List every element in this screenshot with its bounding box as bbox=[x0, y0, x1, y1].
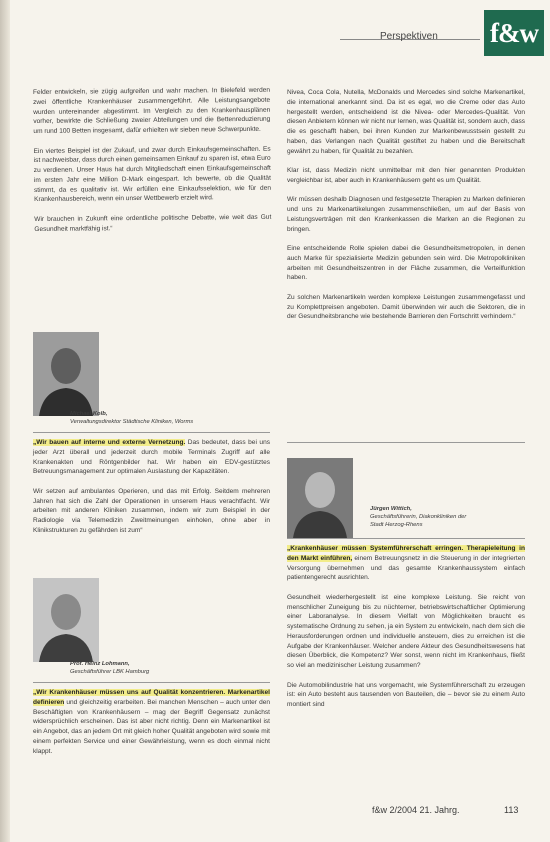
paragraph: Eine entscheidende Rolle spielen dabei die Gesundheitsmetropolen, in denen auch Marke für spezialisierte Medizin gebunden sein wird. Die Metropolkliniken arbeiten mit Gesundheitszentren in der Fläche zusammen, die Verteilfunktion haben. bbox=[287, 245, 525, 282]
portrait-photo-wittich bbox=[287, 458, 353, 538]
page-number: 113 bbox=[504, 805, 519, 815]
paragraph: Das bedeutet, dass bei uns jeder Arzt überall und jederzeit durch mobile Terminals Zugriff auf alle Krankenakten und Röntgenbilder hat. Wir haben ein EDV-gestütztes Betreuungsmanagement zur optimalen Auslastung der Kapazitäten. bbox=[33, 439, 270, 476]
person-role: Verwaltungsdirektor Städtische Kliniken, Worms bbox=[70, 419, 194, 425]
caption-lohmann bbox=[70, 660, 270, 676]
person-name: Prof. Heinz Lohmann, bbox=[70, 661, 130, 667]
paragraph: Gesundheit wiederhergestellt ist eine komplexe Leistung. Sie reicht von menschlicher Zuneigung bis zu nüchterner, betriebswirtschaftlicher Optimierung einer Laboranalyse. In diesem Vielfalt von Möglichkeiten braucht es systematische Ordnung zu sehen, ja ein System zu entwickeln, nach dem sich die Herausforderungen ordnen und individuelle ansteuern, dies zu erreichen ist die Aufgabe der Krankenhäuser. Welcher andere Akteur des Gesundheitswesens hat diesen Überblick, die Kompetenz? Wer sonst, wenn nicht im Krankenhaus, fließt so viel an medizinischer Leistung zusammen? bbox=[287, 593, 525, 669]
paragraph: Zu solchen Markenartikeln werden komplexe Leistungen zusammengefasst und zu Komplettpreisen angeboten. Damit überwinden wir auch die Sektoren, die in der Gesundheitsbranche wie bestehende Barrieren den Fortschritt verhindern.“ bbox=[287, 293, 525, 321]
quote-block-kolb bbox=[33, 438, 270, 545]
quote-block-lohmann bbox=[33, 688, 270, 766]
paragraph: Wir setzen auf ambulantes Operieren, und das mit Erfolg. Seitdem mehreren Jahren hat sich die Zahl der Operationen in unserem Haus verachtfacht. Wir arbeiten mit anderen Kliniken zusammen, indem wir zum Beispiel in der Radiologie via Telemedizin Zweitmeinungen einholen, ohne aber in Klinikstrukturen zu gefährden ist zum“ bbox=[33, 487, 270, 534]
column-right bbox=[287, 88, 525, 332]
person-name: Jürgen Wittich, bbox=[370, 506, 412, 512]
column-left bbox=[33, 86, 271, 244]
issue-footer: f&w 2/2004 21. Jahrg. bbox=[372, 805, 460, 815]
person-name: Michael Kolb, bbox=[70, 411, 108, 417]
paragraph: Die Automobilindustrie hat uns vorgemacht, wie Systemführerschaft zu erzeugen ist: ein Auto besteht aus tausenden von Bauteilen, die – bevor sie zu einem Auto montiert sind bbox=[287, 681, 525, 708]
divider bbox=[33, 682, 270, 683]
paragraph: Felder entwickeln, sie zügig aufgreifen und wahr machen. In Bielefeld werden zwei öffentliche Krankenhäuser zusammengeführt. Alle Leistungsangebote wurden untereinander abgestimmt. Im Vergleich zu den Krankenhausplänen vorher, bewirkte die Schließung zweier Abteilungen und die Bettenreduzierung um rund 100 Betten insgesamt, dafür erhielten wir sieben neue Schwerpunkte. bbox=[33, 86, 271, 135]
highlight-quote: „Wir bauen auf interne und externe Vernetzung. bbox=[33, 439, 186, 446]
portrait-photo-kolb bbox=[33, 332, 99, 416]
person-role: Geschäftsführerin, Diakonkliniken der bbox=[370, 514, 467, 520]
paragraph: einem Betreuungsnetz in die Steuerung in der integrierten Versorgung übernehmen und das gesamte Krankenhaussystem einfach patientengerecht ausrichten. bbox=[287, 554, 525, 582]
magazine-logo: f&w bbox=[484, 10, 544, 56]
portrait-kolb-image bbox=[33, 332, 99, 416]
paragraph: Klar ist, dass Medizin nicht unmittelbar mit den hier genannten Produkten vergleichbar ist, aber auch in Krankenhäusern geht es um Qualität. bbox=[287, 167, 525, 184]
paragraph: und gleichzeitig erarbeiten. Bei manchen Menschen – auch unter den Beschäftigten von Krankenhäusern – mag der Begriff Gegensatz zunächst widersprüchlich erscheinen. Das ist aber nicht richtig. Denn ein Markenartikel ist ein Angebot, das an jedem Ort mit gleich hoher Qualität angeboten wird sowie mit einem perfekten Service und einer Gewährleistung, wenn es doch einmal nicht klappt. bbox=[33, 698, 270, 755]
paragraph: Nivea, Coca Cola, Nutella, McDonalds und Mercedes sind solche Markenartikel, die international anerkannt sind. Da ist es egal, wo die Creme oder das Auto hergestellt werden, entscheidend ist die Nivea- oder Mercedes-Qualität. Von diesen Anbietern können wir nicht nur lernen, was Qualität ist, sondern auch, dass die es geschafft haben, bei ihren Kunden zur Markenbewusstsein gestellt zu haben, das Verlangen nach Qualität gestiftet zu haben und die Bereitschaft gewährt zu haben, für Qualität zu bezahlen. bbox=[287, 89, 526, 155]
section-title: Perspektiven bbox=[380, 31, 438, 42]
portrait-wittich-image bbox=[287, 458, 353, 538]
quote-block-wittich bbox=[287, 544, 525, 720]
person-role: Stadt Herzog-Rhens bbox=[370, 522, 423, 528]
highlight-quote: „Krankenhäuser müssen Systemführerschaft erringen. Therapieleitung in den Markt einführen, bbox=[287, 545, 525, 562]
portrait-lohmann-image bbox=[33, 578, 99, 662]
person-role: Geschäftsführer LBK Hamburg bbox=[70, 669, 150, 675]
caption-wittich bbox=[370, 505, 530, 529]
caption-kolb bbox=[70, 410, 270, 426]
binding-gutter bbox=[0, 0, 10, 842]
paragraph: Ein viertes Beispiel ist der Zukauf, und zwar durch Einkaufsgemeinschaften. Es ist nachweisbar, dass durch einen gemeinsamen Einkauf zu sparen ist, etwa Euro zu verdienen. Unser Haus hat durch Mitgliedschaft einen Einkaufsgemeinschaft im ersten Jahr eine Million D-Mark eingespart. Ich bewerte, ob die Qualität stimmt, da es qualitativ ist. Wir erfüllen eine Einkaufsselektion, wie für den Krankenhausbereich, wenn ein unser Wettbewerb erzielt wird. bbox=[33, 145, 272, 204]
highlight-quote: „Wir Krankenhäuser müssen uns auf Qualität konzentrieren. Markenartikel definieren bbox=[33, 689, 270, 706]
portrait-photo-lohmann bbox=[33, 578, 99, 662]
paragraph: Wir brauchen in Zukunft eine ordentliche politische Debatte, wie weit das Gut Gesundheit marktfähig ist.“ bbox=[34, 213, 272, 233]
divider bbox=[287, 442, 525, 443]
divider bbox=[33, 432, 270, 433]
paragraph: Wir müssen deshalb Diagnosen und festgesetzte Therapien zu Marken definieren und uns zu Markenartikelungen zusammenschließen, um auf der Basis von Leistungsverträgen mit den Krankenkassen die Marken an die Regionen zu bringen. bbox=[287, 196, 525, 233]
divider bbox=[287, 538, 525, 539]
